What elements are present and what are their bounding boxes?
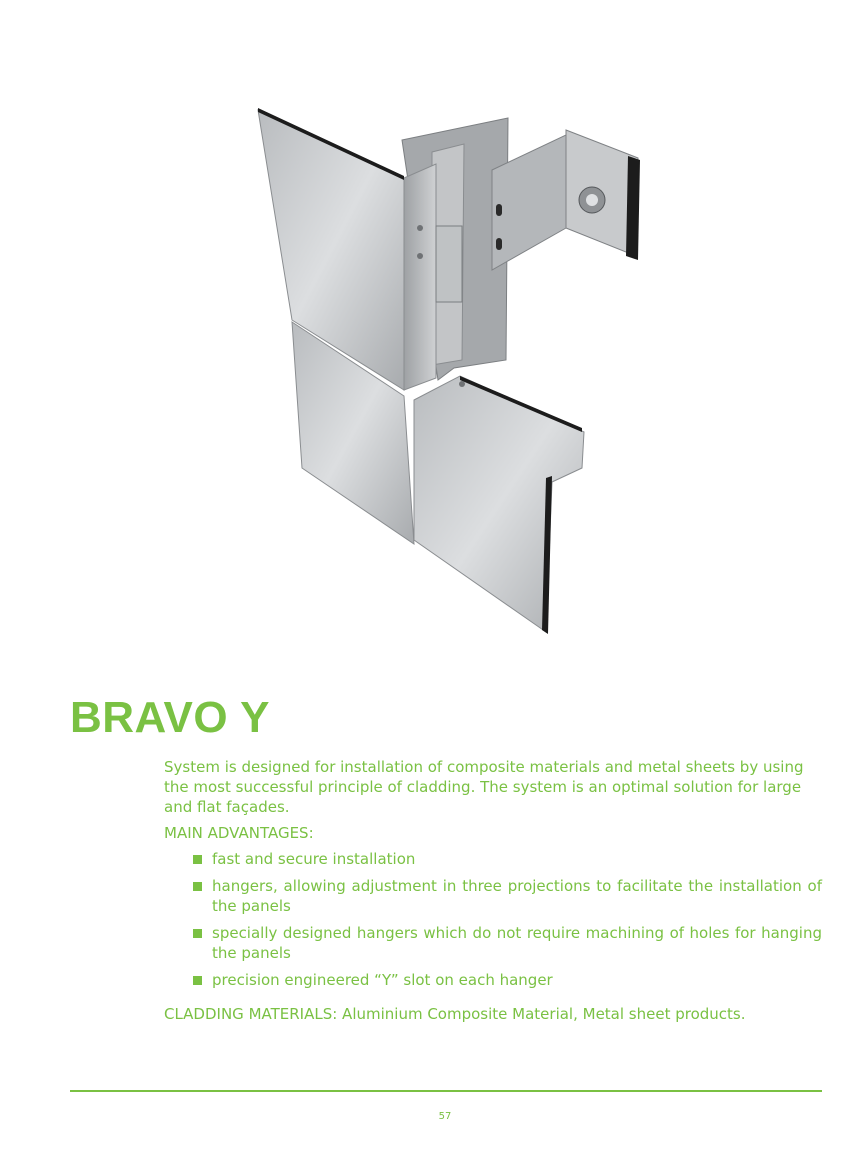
advantages-heading: MAIN ADVANTAGES: [164,824,314,842]
product-description [164,757,822,1024]
panel-lower-right [414,376,584,632]
page-number: 57 [438,1111,452,1122]
list-item [190,849,822,869]
list-item [190,970,822,990]
square-bullet-icon [193,976,202,985]
intro-paragraph: System is designed for installation of composite materials and metal sheets by using the most successful principle of cladding. The system is an optimal solution for large and flat façades. [164,758,804,816]
cladding-materials: CLADDING MATERIALS: Aluminium Composite Material, Metal sheet products. [164,1005,746,1023]
advantage-text: fast and secure installation [212,850,416,868]
list-item [190,923,822,963]
advantages-list [190,849,822,990]
square-bullet-icon [193,882,202,891]
square-bullet-icon [193,855,202,864]
list-item [190,876,822,916]
advantage-text: hangers, allowing adjustment in three projections to facilitate the installation of the panels [212,877,822,915]
advantage-text: specially designed hangers which do not require machining of holes for hanging the panels [212,924,822,962]
square-bullet-icon [193,929,202,938]
advantage-text: precision engineered “Y” slot on each hanger [212,971,553,989]
panel-hook [436,226,462,302]
facade-system-illustration [200,60,680,660]
product-title: BRAVO Y [70,693,270,742]
footer-divider [70,1090,822,1092]
